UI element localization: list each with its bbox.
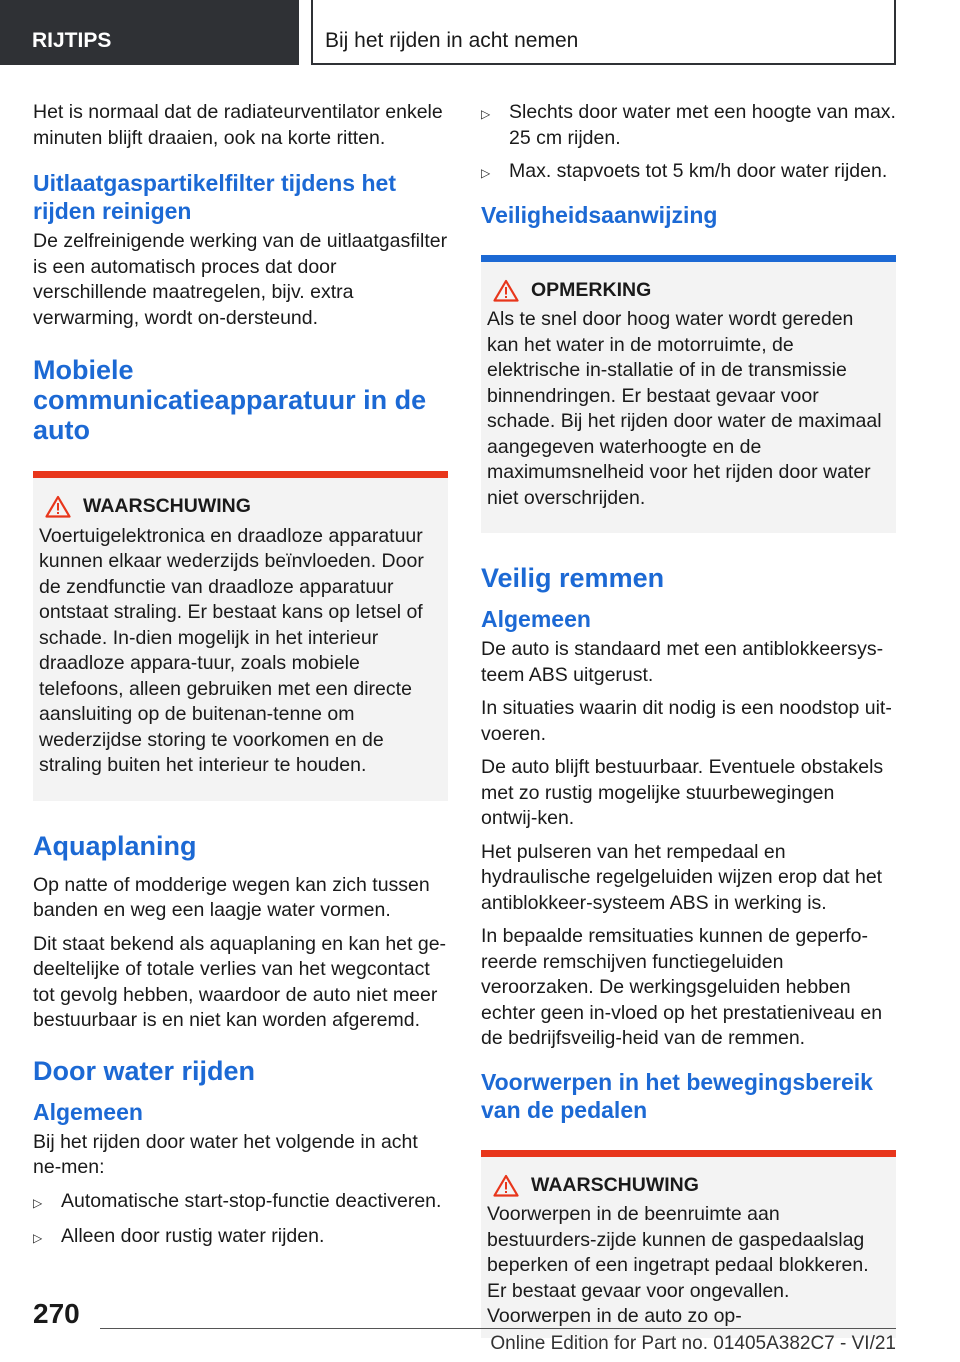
list-item: ▷ Alleen door rustig water rijden.: [33, 1224, 448, 1252]
warning-title: WAARSCHUWING: [531, 1173, 699, 1196]
bullet-triangle-icon: ▷: [481, 107, 491, 121]
warning-triangle-icon: [45, 495, 71, 518]
warning-triangle-icon: [493, 1174, 519, 1197]
mobile-devices-heading: Mobiele communicatieapparatuur in de auto: [33, 355, 427, 445]
footer-edition: Online Edition for Part no. 01405A382C7 - VI/21: [490, 1333, 896, 1354]
intro-paragraph: Het is normaal dat de radiateurventilator enkele minuten blijft draaien, ook na korte ritten.: [33, 101, 443, 149]
list-item: ▷ Automatische start-stop-functie deactiveren.: [33, 1189, 448, 1217]
note-text: Als te snel door hoog water wordt gereden kan het water in de motorruimte, de elektrische in-stallatie of in de transmissie binnendringen. Er bestaat gevaar voor schade. Bij het rijden door water de maximaal aangegeven waterhoogte en de maximumsnelheid voor het rijden door water niet overschrijden.: [487, 308, 882, 509]
braking-paragraph-2: In situaties waarin dit nodig is een noodstop uit-voeren.: [481, 697, 892, 745]
warning-box-mobile: [33, 471, 448, 801]
filter-heading: Uitlaatgaspartikelfilter tijdens het rijden reinigen: [33, 170, 396, 224]
braking-paragraph-1: De auto is standaard met een antiblokkeersys-teem ABS uitgerust.: [481, 638, 884, 686]
filter-paragraph: De zelfreinigende werking van de uitlaatgasfilter is een automatisch proces dat door verschillende maatregelen, bijv. extra verwarming, wordt on-dersteund.: [33, 230, 448, 329]
safety-heading: Veiligheidsaanwijzing: [481, 201, 718, 228]
header-section-tab: RIJTIPS: [0, 0, 299, 65]
water-driving-heading: Door water rijden: [33, 1055, 256, 1086]
note-box-water: [481, 255, 896, 534]
note-title: OPMERKING: [531, 278, 652, 301]
header-chapter-title: Bij het rijden in acht nemen: [311, 0, 896, 65]
water-intro-paragraph: Bij het rijden door water het volgende in acht ne-men:: [33, 1130, 418, 1178]
bullet-triangle-icon: ▷: [33, 1231, 43, 1245]
warning-box-pedals: [481, 1150, 896, 1338]
water-general-subheading: Algemeen: [33, 1098, 143, 1125]
warning-triangle-icon: [493, 279, 519, 302]
braking-paragraph-5: In bepaalde remsituaties kunnen de geperfo-reerde remschijven functiegeluiden veroorzaken. De werkingsgeluiden hebben echter geen in-vloed op het prestatieniveau en de bedrijfsveilig-heid van de remmen.: [481, 925, 883, 1049]
warning-text: Voertuigelektronica en draadloze apparatuur kunnen elkaar wederzijds beïnvloeden. Door de zendfunctie van draadloze apparatuur ontstaat straling. Er bestaat kans op letsel of schade. In-dien mogelijk in het interieur draadloze appara-tuur, zoals mobiele telefoons, alleen gebruiken met een directe aansluiting op de buitenan-tenne om wederzijdse storing te voorkomen en de straling buiten het interieur te houden.: [39, 524, 424, 776]
bullet-triangle-icon: ▷: [33, 1195, 43, 1210]
warning-text: Voorwerpen in de beenruimte aan bestuurders-zijde kunnen de gaspedaalslag beperken of een ingetrapt pedaal blokkeren. Er bestaat gevaar voor ongevallen. Voorwerpen in de auto zo op-: [487, 1203, 869, 1327]
aquaplaning-paragraph-2: Dit staat bekend als aquaplaning en kan het ge-deeltelijke of totale verlies van het wegcontact tot gevolg hebben, waardoor de auto niet meer bestuurbaar is en niet kan worden afgeremd.: [33, 932, 447, 1031]
note-header: [487, 278, 890, 304]
right-column: [481, 100, 896, 1338]
warning-header: [39, 494, 442, 520]
list-item: ▷ Max. stapvoets tot 5 km/h door water rijden.: [481, 159, 896, 187]
warning-header: [487, 1173, 890, 1199]
page-number: 270: [33, 1298, 80, 1329]
bullet-triangle-icon: ▷: [481, 166, 491, 180]
left-column: [33, 100, 448, 1260]
safe-braking-heading: Veilig remmen: [481, 563, 665, 593]
braking-paragraph-3: De auto blijft bestuurbaar. Eventuele obstakels met zo rustig mogelijke stuurbewegingen ontwij-ken.: [481, 756, 884, 829]
braking-paragraph-4: Het pulseren van het rempedaal en hydraulische regelgeluiden wijzen erop dat het antiblokkeer-systeem ABS in werking is.: [481, 840, 883, 914]
aquaplaning-paragraph-1: Op natte of modderige wegen kan zich tussen banden en weg een laagje water vormen.: [33, 873, 430, 921]
pedal-objects-heading: Voorwerpen in het bewegingsbereik van de pedalen: [481, 1068, 873, 1123]
footer-divider: [100, 1328, 896, 1329]
list-item: ▷ Slechts door water met een hoogte van max. 25 cm rijden.: [481, 100, 896, 151]
warning-title: WAARSCHUWING: [83, 495, 251, 517]
aquaplaning-heading: Aquaplaning: [33, 830, 197, 861]
braking-general-subheading: Algemeen: [481, 606, 591, 632]
